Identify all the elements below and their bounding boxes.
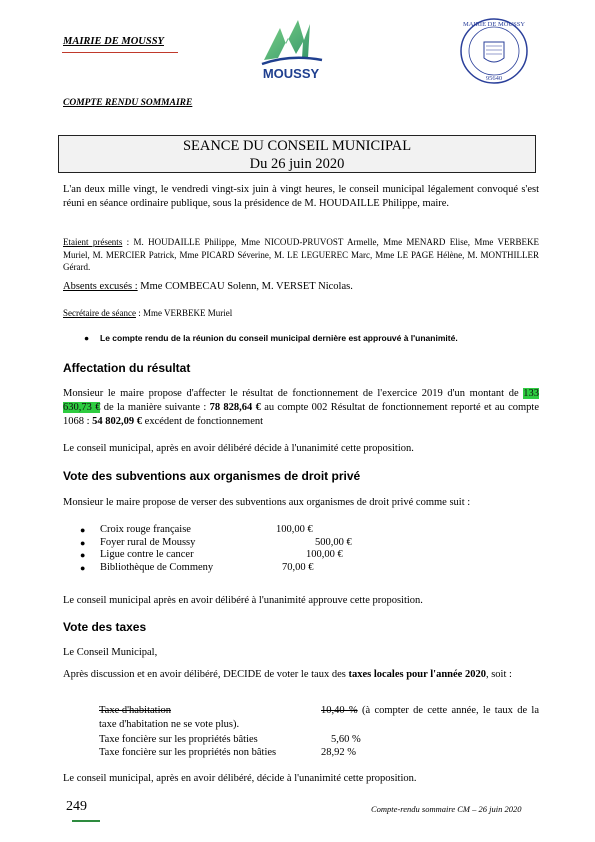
bullet-icon: ● [80,550,86,560]
section-heading-affectation: Affectation du résultat [63,361,191,375]
affectation-text-d: au compte 002 Résultat de fonctionnement reporté et au compte 1068 : [63,402,539,427]
excuses-text: Mme COMBECAU Solenn, M. VERSET Nicolas. [137,281,353,292]
secretaire-paragraph [63,307,539,320]
tax-rate: 5,60 % [331,734,361,745]
item-name: Bibliothèque de Commeny [100,561,214,573]
amount-002: 78 828,64 € [209,402,261,413]
tax-name: Taxe foncière sur les propriétés bâties [99,734,258,745]
bullet-icon: ● [80,537,86,548]
excuses-label: Absents excusés : [63,281,138,292]
subventions-list [80,524,380,574]
amount-1068: 54 802,09 € [92,416,143,427]
mairie-seal [458,16,530,86]
title-box [58,135,536,173]
footer-accent [72,820,100,822]
presents-paragraph [63,236,539,274]
tax-habitation [99,704,539,732]
result-amount: 133 630,73 € [63,388,539,413]
presents-label: Etaient présents [63,237,123,247]
presents-text: : M. HOUDAILLE Philippe, Mme NICOUD-PRUVOST Armelle, Mme MENARD Elise, Mme VERBEKE Muriel, M. MERCIER Patrick, Mme PICARD Séverine, M. LE LEGUEREC Marc, Mme LE PAGE Hélène, M. MONTHILLER Gérard. [63,237,540,272]
seal-text: MAIRIE DE MOUSSY [462,21,526,28]
seal-code: 95640 [485,75,503,82]
footer-text: Compte-rendu sommaire CM – 26 juin 2020 [371,804,522,814]
bullet-icon: ● [80,562,86,573]
affectation-paragraph [63,387,539,429]
title-line2: Du 26 juin 2020 [249,156,345,172]
section-heading-taxes: Vote des taxes [63,620,147,634]
affectation-text-b: de la manière suivante : [100,402,210,413]
taxes-p2-b: taxes locales pour l'année 2020 [348,669,486,680]
affectation-conclusion: Le conseil municipal, après en avoir délibéré décide à l'unanimité cette proposition. [63,443,414,454]
list-item [80,537,380,550]
list-item [80,524,380,537]
subventions-intro: Monsieur le maire propose de verser des subventions aux organismes de droit privé comme suit : [63,497,471,508]
moussy-logo [250,14,332,84]
approval-bullet [84,333,534,343]
item-amount: 70,00 € [282,561,314,573]
logo-text: MOUSSY [262,66,320,81]
secretaire-label: Secrétaire de séance [63,308,136,318]
secretaire-text: : Mme VERBEKE Muriel [135,308,233,318]
tax-note: (à compter de cette année, le taux de la taxe d'habitation ne se vote plus). [99,705,539,730]
taxes-p2 [63,668,539,682]
tax-rate: 10,40 % [321,705,358,716]
item-name: Ligue contre le cancer [100,549,194,560]
list-item [80,549,380,562]
subventions-conclusion: Le conseil municipal après en avoir délibéré à l'unanimité approuve cette proposition. [63,595,423,606]
page-number: 249 [66,799,87,814]
bullet-icon: ● [80,525,86,535]
approval-text: Le compte rendu de la réunion du conseil municipal dernière est approuvé à l'unanimité. [100,333,458,343]
affectation-text-a: Monsieur le maire propose d'affecter le résultat de fonctionnement de l'exercice 2019 d'un montant de [63,388,524,399]
title-line1: SEANCE DU CONSEIL MUNICIPAL [182,138,412,154]
tax-name: Taxe foncière sur les propriétés non bâties [99,747,277,758]
compte-rendu-label: COMPTE RENDU SOMMAIRE [63,98,193,108]
taxes-p2-a: Après discussion et en avoir délibéré, DECIDE de voter le taux des [63,669,349,680]
item-amount: 500,00 € [315,536,352,548]
item-name: Croix rouge française [100,524,191,535]
tax-rate: 28,92 % [321,747,356,758]
list-item [80,562,380,575]
header-divider [62,52,178,53]
intro-paragraph: L'an deux mille vingt, le vendredi vingt-six juin à vingt heures, le conseil municipal légalement convoqué s'est réuni en séance ordinaire publique, sous la présidence de M. HOUDAILLE Philippe, maire. [63,184,539,209]
item-amount: 100,00 € [306,549,343,560]
bullet-icon: ● [84,333,90,343]
section-heading-subventions: Vote des subventions aux organismes de droit privé [63,469,361,483]
taxes-p1: Le Conseil Municipal, [63,647,158,658]
excuses-paragraph [63,280,539,294]
tax-fonciere-non-baties [99,746,539,760]
taxes-p2-c: , soit : [485,669,512,680]
tax-fonciere-baties [99,733,539,747]
item-amount: 100,00 € [276,524,313,535]
affectation-text-f: excédent de fonctionnement [142,416,264,427]
item-name: Foyer rural de Moussy [100,536,196,548]
taxes-conclusion: Le conseil municipal, après en avoir délibéré, décide à l'unanimité cette proposition. [63,773,417,784]
mairie-title: MAIRIE DE MOUSSY [63,36,164,47]
tax-name: Taxe d'habitation [99,705,172,716]
